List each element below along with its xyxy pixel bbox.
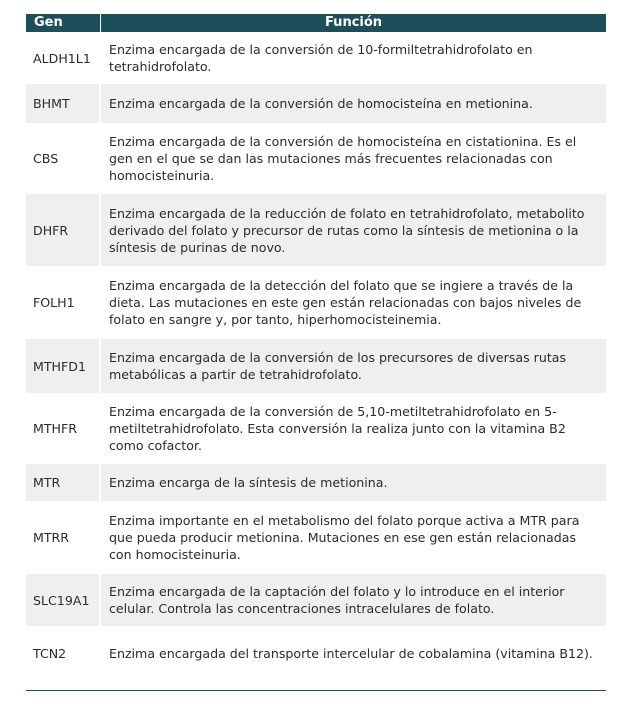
function-cell: Enzima encargada de la conversión de homocisteína en cistationina. Es el gen en el que se dan las mutaciones más frecuentes relacionadas con homocisteinuria. <box>101 123 606 194</box>
gene-cell: MTHFD1 <box>26 339 101 393</box>
table-header <box>26 14 606 32</box>
table-row <box>26 339 606 393</box>
table-bottom-rule <box>26 690 606 691</box>
header-funcion: Función <box>101 14 606 32</box>
table-row <box>26 32 606 84</box>
gene-cell: MTHFR <box>26 393 101 464</box>
function-cell: Enzima encargada de la conversión de homocisteína en metionina. <box>101 84 606 123</box>
table-body <box>26 32 606 681</box>
table-row <box>26 626 606 681</box>
gene-cell: MTR <box>26 464 101 501</box>
gene-cell: DHFR <box>26 194 101 266</box>
function-cell: Enzima encargada de la reducción de folato en tetrahidrofolato, metabolito derivado del folato y precursor de rutas como la síntesis de metionina o la síntesis de purinas de novo. <box>101 194 606 266</box>
function-cell: Enzima importante en el metabolismo del folato porque activa a MTR para que pueda producir metionina. Mutaciones en ese gen están relacionadas con homocisteinuria. <box>101 501 606 574</box>
function-cell: Enzima encargada de la detección del folato que se ingiere a través de la dieta. Las mutaciones en este gen están relacionadas con bajos niveles de folato en sangre y, por tanto, hiperhomocisteinemia. <box>101 266 606 339</box>
gene-cell: SLC19A1 <box>26 574 101 626</box>
gene-cell: FOLH1 <box>26 266 101 339</box>
table-row <box>26 123 606 194</box>
gene-cell: BHMT <box>26 84 101 123</box>
function-cell: Enzima encargada de la captación del folato y lo introduce en el interior celular. Controla las concentraciones intracelulares de folato. <box>101 574 606 626</box>
table-row <box>26 574 606 626</box>
header-row <box>26 14 606 32</box>
gene-function-table-container <box>26 14 606 681</box>
table-row <box>26 84 606 123</box>
table-row <box>26 266 606 339</box>
gene-cell: CBS <box>26 123 101 194</box>
gene-cell: MTRR <box>26 501 101 574</box>
function-cell: Enzima encargada de la conversión de 10-formiltetrahidrofolato en tetrahidrofolato. <box>101 32 606 84</box>
table-row <box>26 464 606 501</box>
function-cell: Enzima encargada de la conversión de 5,10-metiltetrahidrofolato en 5-metiltetrahidrofolato. Esta conversión la realiza junto con la vitamina B2 como cofactor. <box>101 393 606 464</box>
function-cell: Enzima encargada de la conversión de los precursores de diversas rutas metabólicas a partir de tetrahidrofolato. <box>101 339 606 393</box>
gene-cell: ALDH1L1 <box>26 32 101 84</box>
function-cell: Enzima encarga de la síntesis de metionina. <box>101 464 606 501</box>
table-row <box>26 501 606 574</box>
gene-cell: TCN2 <box>26 626 101 681</box>
table-row <box>26 393 606 464</box>
gene-function-table <box>26 14 606 681</box>
header-gen: Gen <box>26 14 101 32</box>
function-cell: Enzima encargada del transporte intercelular de cobalamina (vitamina B12). <box>101 626 606 681</box>
table-row <box>26 194 606 266</box>
